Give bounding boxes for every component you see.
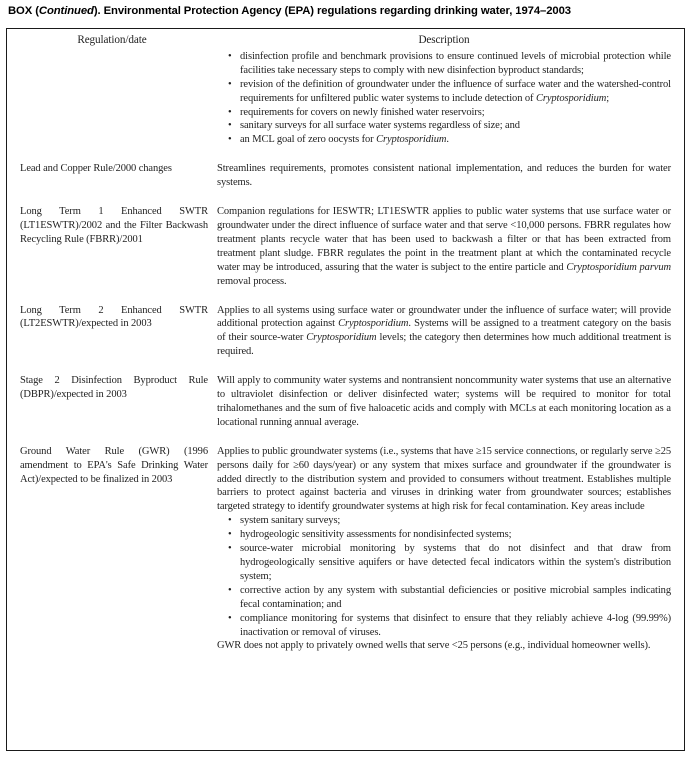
bullet-item: • compliance monitoring for systems that disinfect to ensure that they reliably achieve 4-log (99.99%) inactivation or removal of viruses. xyxy=(240,612,671,640)
regulation-date-cell: Ground Water Rule (GWR) (1996 amendment to EPA's Safe Drinking Water Act)/expected to be finalized in 2003 xyxy=(20,445,208,485)
description-cell xyxy=(217,205,684,288)
regulation-date-cell: Lead and Copper Rule/2000 changes xyxy=(20,163,172,175)
table-row xyxy=(7,445,684,654)
bullet-item: • revision of the definition of groundwater under the influence of surface water and the watershed-control requirements for unfiltered public water systems to include detection of Cryptosporidium; xyxy=(240,78,671,106)
table-body xyxy=(7,50,684,653)
column-header-description: Description xyxy=(418,34,470,46)
description-paragraph: Companion regulations for IESWTR; LT1ESWTR applies to public water systems that use surface water or groundwater under the direct influence of surface water and that serve <10,000 persons. FBRR regulates how treatment plants recycle water that has been used to backwash a filter or that has been extracted from treatment plant sludge. FBRR regulates the point in the treatment plant at which the contaminated recycle water may be introduced, assuring that the water is subject to the entire particle and Cryptosporidium parvum removal process. xyxy=(217,206,671,287)
description-paragraph: Streamlines requirements, promotes consistent national implementation, and reduces the burden for water systems. xyxy=(217,163,671,189)
table-row xyxy=(7,205,684,288)
description-cell xyxy=(217,50,684,147)
table-header-row xyxy=(7,34,684,48)
table-row xyxy=(7,162,684,190)
description-cell xyxy=(217,162,684,190)
regulation-date-cell: Long Term 1 Enhanced SWTR (LT1ESWTR)/2002 and the Filter Backwash Recycling Rule (FBRR)/2001 xyxy=(20,206,208,245)
description-paragraph: Applies to all systems using surface water or groundwater under the influence of surface water; will provide additional protection against Cryptosporidium. Systems will be assigned to a treatment category on the basis of their source-water Cryptosporidium levels; the category then determines how much additional treatment is required. xyxy=(217,304,671,358)
bullet-item: • source-water microbial monitoring by systems that do not disinfect and that draw from hydrogeologically sensitive aquifers or have detected fecal indicators within the system's distribution system; xyxy=(240,542,671,584)
description-paragraph: GWR does not apply to privately owned wells that serve <25 persons (e.g., individual homeowner wells). xyxy=(217,640,651,652)
bullet-item: • requirements for covers on newly finished water reservoirs; xyxy=(240,106,671,120)
bullet-item: • an MCL goal of zero oocysts for Cryptosporidium. xyxy=(240,133,671,147)
bullet-list xyxy=(217,514,671,639)
regulations-table xyxy=(6,28,685,751)
description-cell xyxy=(217,445,684,654)
bullet-item: • disinfection profile and benchmark provisions to ensure continued levels of microbial protection while facilities take necessary steps to comply with new disinfection byproduct standards; xyxy=(240,50,671,78)
description-cell xyxy=(217,304,684,360)
description-cell xyxy=(217,374,684,430)
bullet-item: • hydrogeologic sensitivity assessments for nondisinfected systems; xyxy=(240,528,671,542)
regulation-date-cell: Long Term 2 Enhanced SWTR (LT2ESWTR)/expected in 2003 xyxy=(20,304,208,330)
table-row xyxy=(7,50,684,147)
regulation-date-cell: Stage 2 Disinfection Byproduct Rule (DBPR)/expected in 2003 xyxy=(20,375,208,401)
box-title: BOX (Continued). Environmental Protection Agency (EPA) regulations regarding drinking water, 1974–2003 xyxy=(8,5,571,17)
bullet-item: • system sanitary surveys; xyxy=(240,514,671,528)
column-header-regulation-date: Regulation/date xyxy=(77,34,147,46)
table-row xyxy=(7,374,684,430)
table-row xyxy=(7,304,684,360)
bullet-item: • corrective action by any system with substantial deficiencies or positive microbial samples indicating fecal contamination; and xyxy=(240,584,671,612)
regulation-date-cell xyxy=(7,50,217,147)
bullet-item: • sanitary surveys for all surface water systems regardless of size; and xyxy=(240,119,671,133)
description-paragraph: Will apply to community water systems and nontransient noncommunity water systems that use an alternative to ultraviolet disinfection or deliver disinfected water; systems will be required to monitor for total trihalomethanes and the sum of five haloacetic acids and comply with MCLs at each monitoring location as a locational running annual average. xyxy=(217,375,671,428)
description-paragraph: Applies to public groundwater systems (i.e., systems that have ≥15 service connections, or regularly serve ≥25 persons daily for ≥60 days/year) or any system that mixes surface and groundwater if the groundwater is added directly to the distribution system and provided to consumers without treatment. Establishes multiple barriers to protect against bacteria and viruses in drinking water from groundwater sources; establishes targeted strategy to identify groundwater systems at high risk for fecal contamination. Key areas include xyxy=(217,445,671,513)
bullet-list xyxy=(217,50,671,147)
